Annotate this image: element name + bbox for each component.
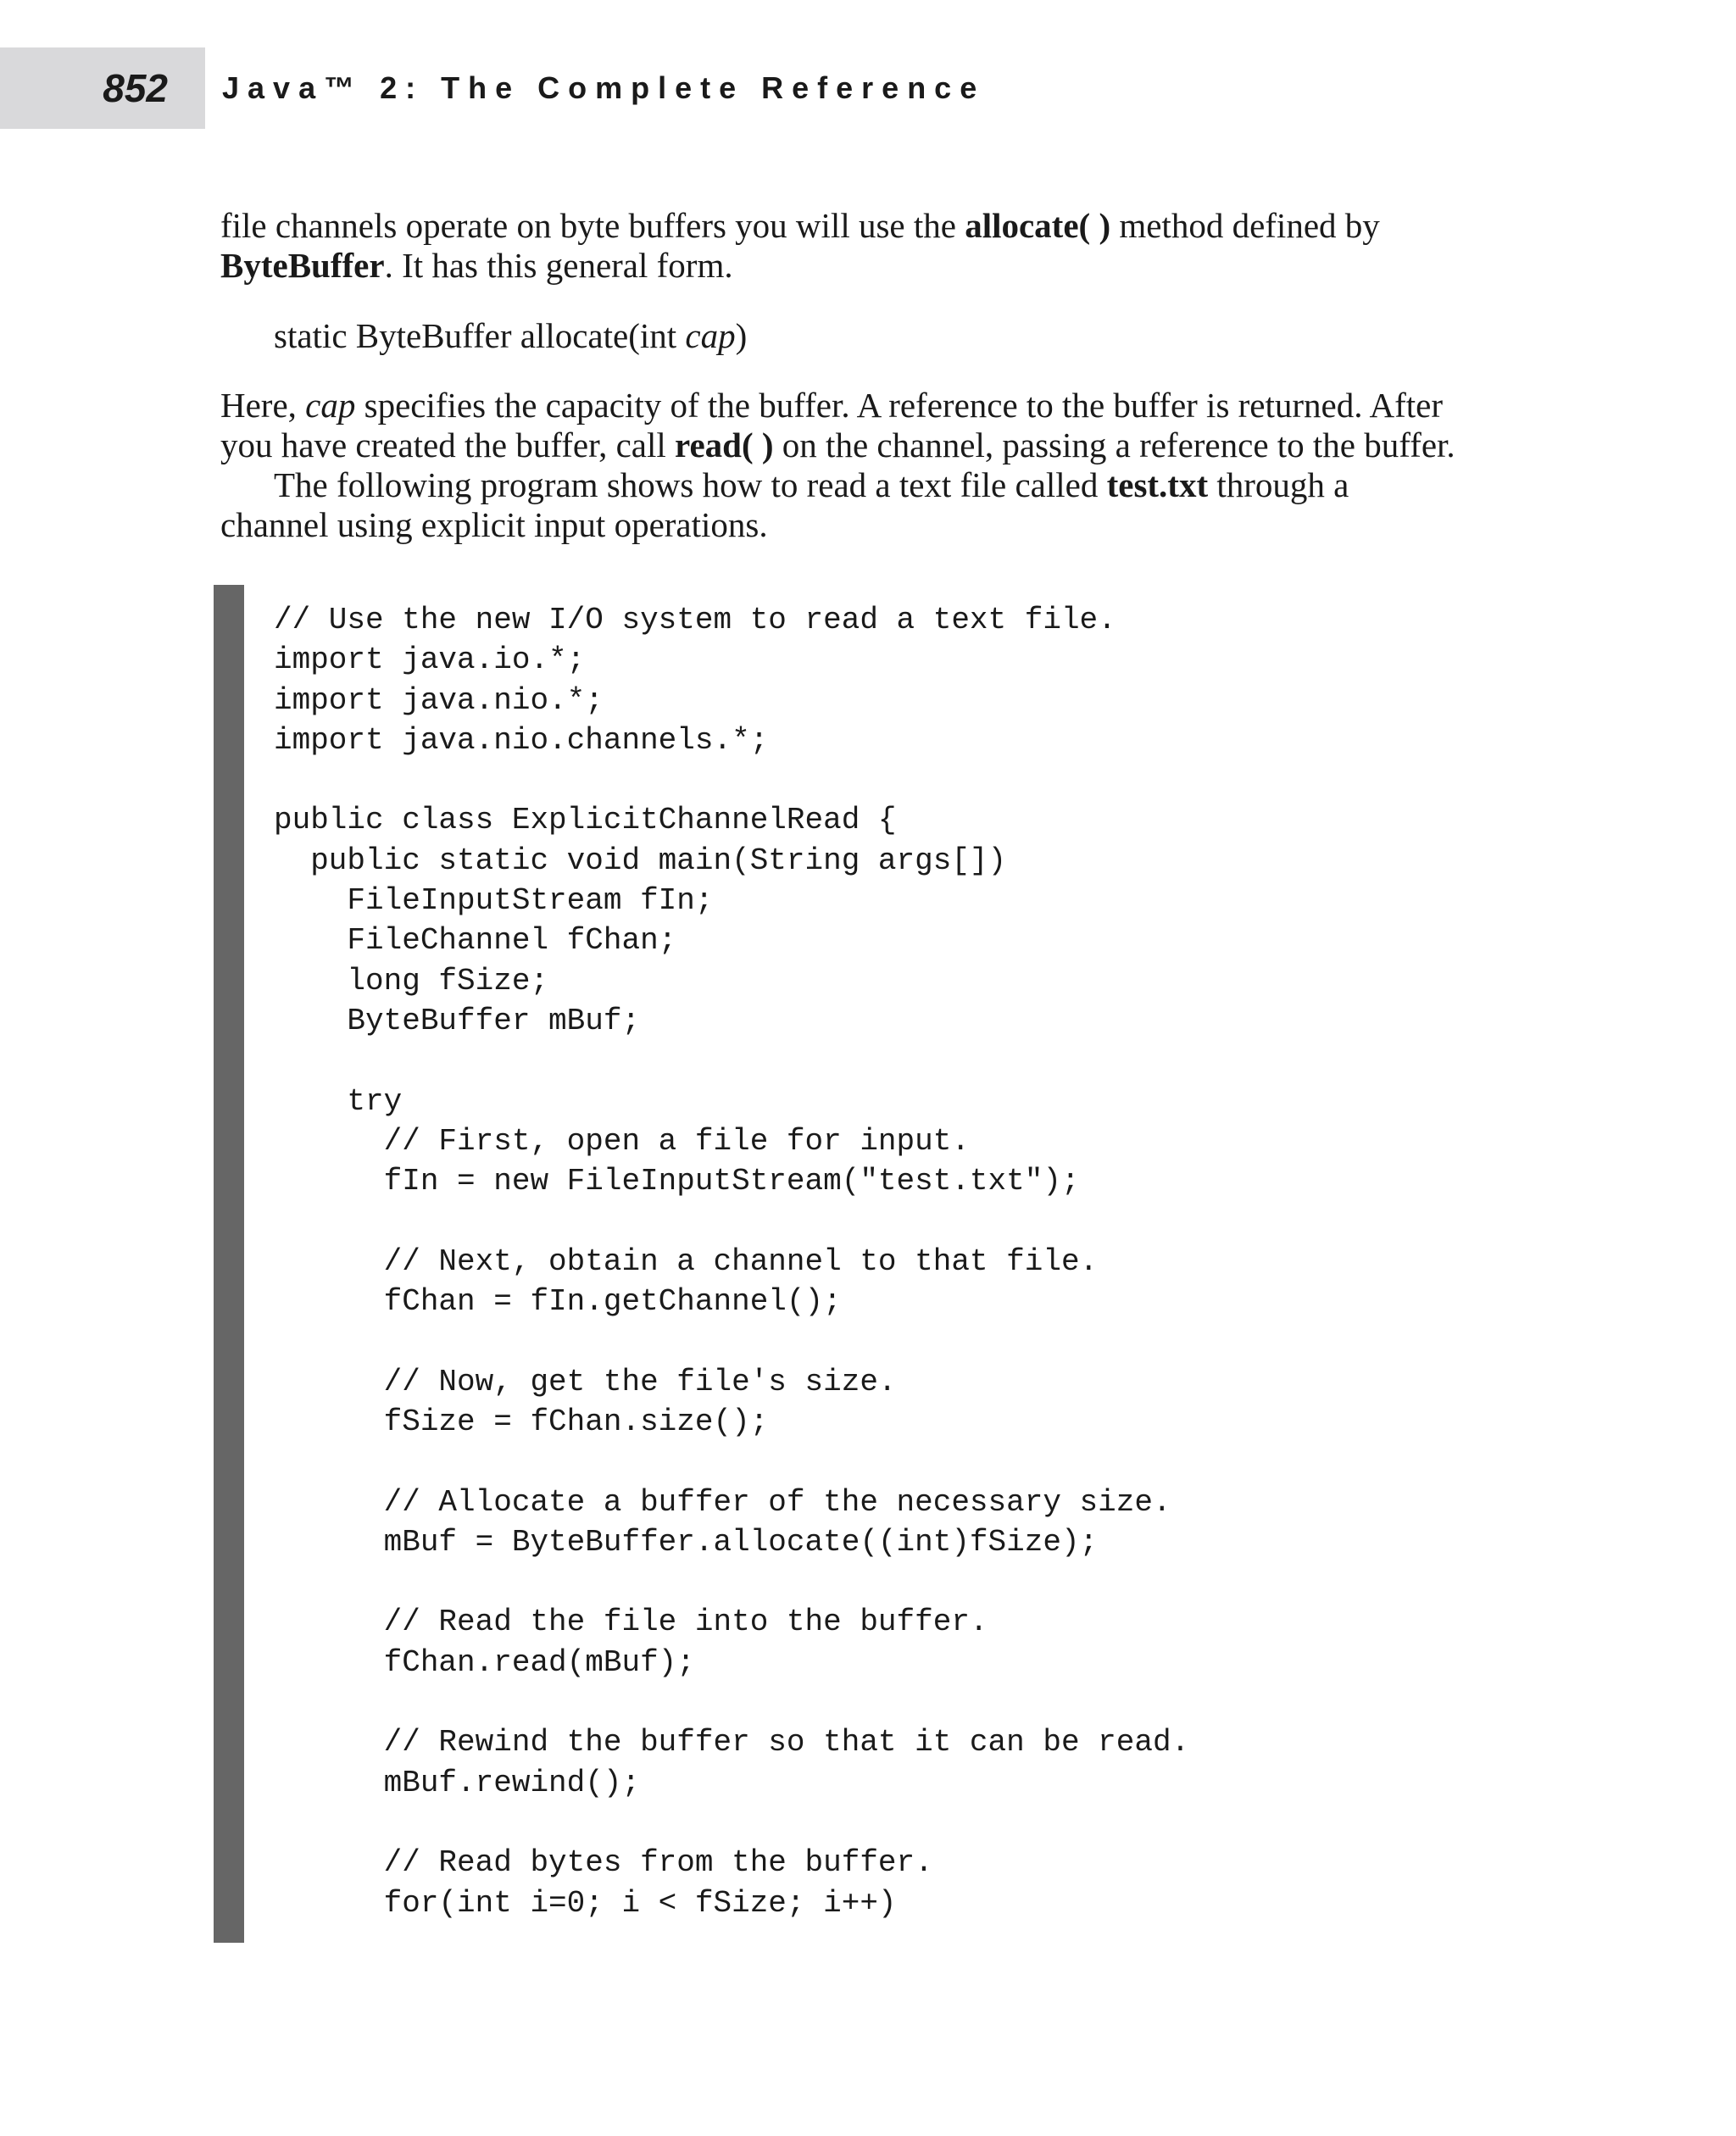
- code-line: FileInputStream fIn;: [274, 883, 714, 919]
- code-line: fIn = new FileInputStream("test.txt");: [274, 1164, 1080, 1199]
- code-line: // Read the file into the buffer.: [274, 1605, 988, 1640]
- read-method-name: read( ): [675, 426, 774, 464]
- code-line: [274, 1562, 1189, 1602]
- code-line: import java.nio.*;: [274, 682, 604, 718]
- code-line: [274, 1683, 1189, 1722]
- paragraph-program-intro: The following program shows how to read a text file called test.txt through a channel using explicit input operations.: [220, 465, 1349, 544]
- code-line: mBuf = ByteBuffer.allocate((int)fSize);: [274, 1524, 1099, 1560]
- code-line: // Allocate a buffer of the necessary size.: [274, 1484, 1171, 1520]
- paragraph-allocate: file channels operate on byte buffers you will use the allocate( ) method defined by ByteBuffer. It has this general form.: [220, 206, 1380, 285]
- code-line: // Rewind the buffer so that it can be read.: [274, 1725, 1190, 1761]
- code-line: public static void main(String args[]): [274, 843, 1007, 878]
- code-line: public class ExplicitChannelRead {: [274, 803, 897, 838]
- code-line: import java.nio.channels.*;: [274, 722, 769, 758]
- code-line: long fSize;: [274, 963, 549, 998]
- code-line: // Read bytes from the buffer.: [274, 1845, 933, 1881]
- code-line: [274, 1803, 1189, 1843]
- running-head: Java™ 2: The Complete Reference: [222, 70, 986, 105]
- allocate-method-name: allocate( ): [965, 206, 1111, 245]
- code-line: ByteBuffer mBuf;: [274, 1003, 641, 1038]
- code-line: [274, 1321, 1189, 1361]
- code-listing: [274, 600, 1189, 1923]
- code-line: fChan = fIn.getChannel();: [274, 1284, 842, 1320]
- code-line: try: [274, 1083, 403, 1119]
- code-line: // Now, get the file's size.: [274, 1364, 897, 1399]
- code-line: [274, 1201, 1189, 1241]
- code-listing-bar: [214, 585, 244, 1943]
- code-line: // Next, obtain a channel to that file.: [274, 1243, 1099, 1279]
- code-line: FileChannel fChan;: [274, 923, 677, 959]
- code-line: fSize = fChan.size();: [274, 1404, 769, 1439]
- code-line: for(int i=0; i < fSize; i++): [274, 1885, 897, 1921]
- paragraph-cap: Here, cap specifies the capacity of the buffer. A reference to the buffer is returned. After you have created the buffer, call read( ) on the channel, passing a reference to the buffer.: [220, 386, 1455, 464]
- code-line: // First, open a file for input.: [274, 1123, 970, 1159]
- code-line: [274, 1442, 1189, 1482]
- bytebuffer-class-name: ByteBuffer: [220, 246, 385, 285]
- code-line: [274, 1041, 1189, 1081]
- test-txt-filename: test.txt: [1106, 465, 1209, 504]
- method-signature: static ByteBuffer allocate(int cap): [274, 316, 748, 355]
- code-line: import java.io.*;: [274, 642, 586, 678]
- code-line: fChan.read(mBuf);: [274, 1644, 695, 1680]
- page-number: 852: [103, 66, 168, 110]
- code-line: mBuf.rewind();: [274, 1765, 641, 1800]
- code-line: [274, 760, 1189, 800]
- code-line: // Use the new I/O system to read a text file.: [274, 603, 1116, 637]
